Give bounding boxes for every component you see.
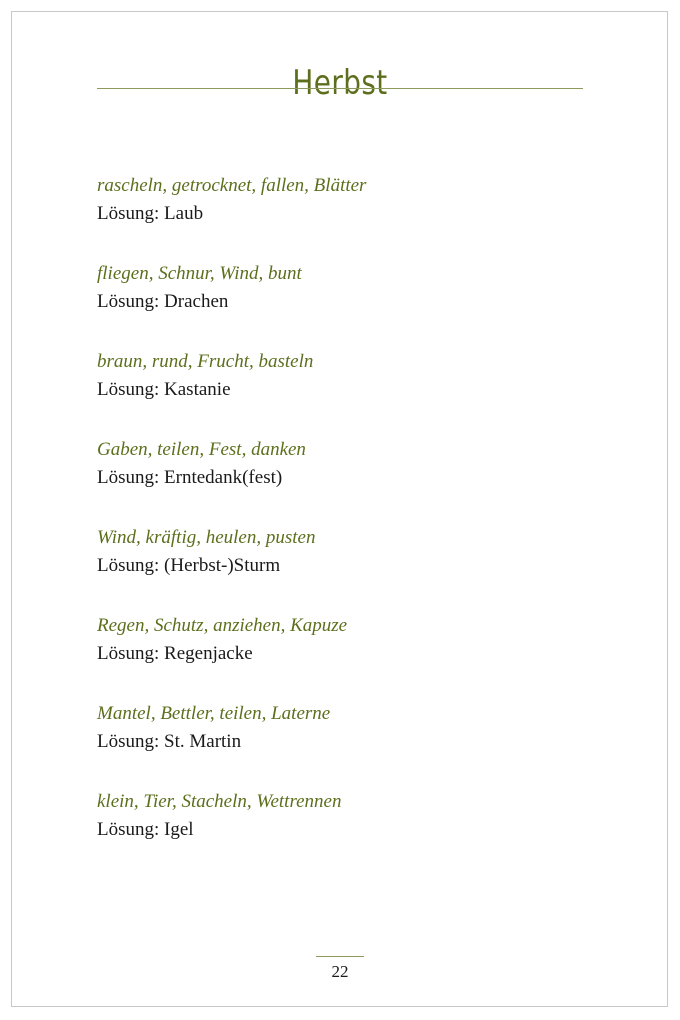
riddle-clue: Mantel, Bettler, teilen, Laterne bbox=[97, 703, 331, 724]
page-title: Herbst bbox=[292, 62, 388, 103]
riddle-clue: fliegen, Schnur, Wind, bunt bbox=[97, 263, 302, 284]
page-number-divider bbox=[316, 956, 364, 957]
title-divider bbox=[97, 88, 583, 89]
riddle-answer: Lösung: Kastanie bbox=[97, 379, 231, 400]
riddle-item bbox=[97, 788, 577, 876]
riddle-item bbox=[97, 700, 577, 788]
riddle-answer: Lösung: Drachen bbox=[97, 291, 229, 312]
riddle-clue: Regen, Schutz, anziehen, Kapuze bbox=[97, 615, 348, 636]
riddle-item bbox=[97, 524, 577, 612]
riddle-item bbox=[97, 612, 577, 700]
riddle-item bbox=[97, 172, 577, 260]
riddle-clue: braun, rund, Frucht, basteln bbox=[97, 351, 314, 372]
riddle-answer: Lösung: (Herbst-)Sturm bbox=[97, 555, 281, 576]
page-number: 22 bbox=[331, 962, 349, 981]
riddle-answer: Lösung: Erntedank(fest) bbox=[97, 467, 283, 488]
riddle-answer: Lösung: Laub bbox=[97, 203, 204, 224]
riddle-answer: Lösung: Regenjacke bbox=[97, 643, 253, 664]
riddle-clue: Gaben, teilen, Fest, danken bbox=[97, 439, 306, 460]
riddle-item bbox=[97, 436, 577, 524]
riddle-list bbox=[97, 172, 577, 876]
riddle-answer: Lösung: Igel bbox=[97, 819, 194, 840]
riddle-clue: klein, Tier, Stacheln, Wettrennen bbox=[97, 791, 342, 812]
riddle-clue: rascheln, getrocknet, fallen, Blätter bbox=[97, 175, 367, 196]
riddle-answer: Lösung: St. Martin bbox=[97, 731, 242, 752]
riddle-item bbox=[97, 260, 577, 348]
riddle-clue: Wind, kräftig, heulen, pusten bbox=[97, 527, 316, 548]
riddle-item bbox=[97, 348, 577, 436]
